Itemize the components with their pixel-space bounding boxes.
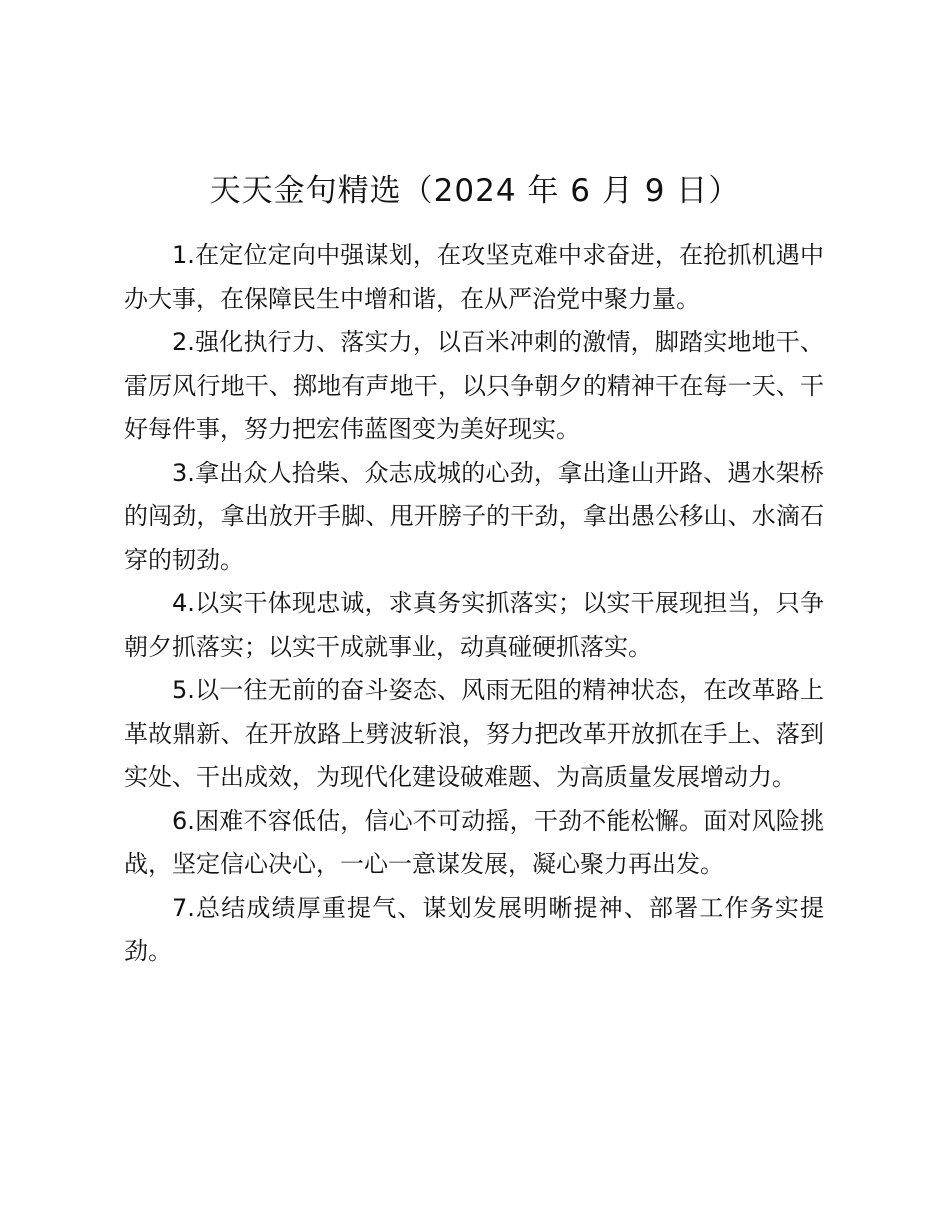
document-body (124, 234, 824, 974)
paragraph-2: 2.强化执行力、落实力，以百米冲刺的激情，脚踏实地地干、雷厉风行地干、掷地有声地干，以只争朝夕的精神干在每一天、干好每件事，努力把宏伟蓝图变为美好现实。 (124, 328, 824, 443)
document-title: 天天金句精选（2024 年 6 月 9 日） (209, 173, 741, 209)
paragraph-6: 6.困难不容低估，信心不可动摇，干劲不能松懈。面对风险挑战，坚定信心决心，一心一意谋发展，凝心聚力再出发。 (124, 806, 824, 878)
paragraph-5: 5.以一往无前的奋斗姿态、风雨无阻的精神状态，在改革路上革故鼎新、在开放路上劈波斩浪，努力把改革开放抓在手上、落到实处、干出成效，为现代化建设破难题、为高质量发展增动力。 (124, 676, 824, 791)
paragraph-4: 4.以实干体现忠诚，求真务实抓落实；以实干展现担当，只争朝夕抓落实；以实干成就事业，动真碰硬抓落实。 (124, 589, 824, 661)
paragraph-1: 1.在定位定向中强谋划，在攻坚克难中求奋进，在抢抓机遇中办大事，在保障民生中增和谐，在从严治党中聚力量。 (124, 241, 824, 313)
paragraph-7: 7.总结成绩厚重提气、谋划发展明晰提神、部署工作务实提劲。 (124, 893, 824, 965)
paragraph-3: 3.拿出众人拾柴、众志成城的心劲，拿出逢山开路、遇水架桥的闯劲，拿出放开手脚、甩开膀子的干劲，拿出愚公移山、水滴石穿的韧劲。 (124, 458, 824, 574)
